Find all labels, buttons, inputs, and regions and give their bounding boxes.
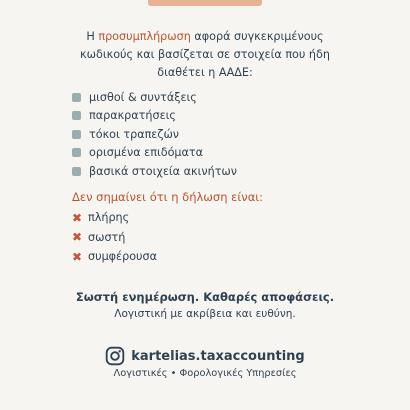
subline: Λογιστική με ακρίβεια και ευθύνη. [114, 308, 296, 320]
square-bullet-icon [72, 93, 81, 102]
tagline: Σωστή ενημέρωση. Καθαρές αποφάσεις. [75, 290, 335, 304]
list-item [72, 88, 237, 107]
intro-line2: κωδικούς και βασίζεται σε στοιχεία που ήδη [80, 48, 330, 61]
square-bullet-icon [72, 111, 81, 120]
list-item [72, 144, 237, 163]
x-mark-icon: ✖ [72, 249, 83, 264]
not-list-item [72, 208, 157, 228]
not-list-item-label: συμφέρουσα [88, 250, 157, 264]
prefilled-items-list [72, 88, 237, 181]
top-accent-bar [148, 0, 262, 6]
x-mark-icon: ✖ [72, 210, 83, 225]
intro-line1-post: αφορά συγκεκριμένους [190, 30, 324, 43]
list-item-label: βασικά στοιχεία ακινήτων [89, 164, 238, 178]
list-item [72, 162, 237, 181]
intro-highlight: προσυμπλήρωση [98, 30, 191, 43]
intro-text [60, 28, 350, 82]
not-list-item [72, 247, 157, 267]
instagram-icon [105, 346, 125, 366]
list-item-label: μισθοί & συντάξεις [89, 90, 197, 104]
square-bullet-icon [72, 148, 81, 157]
list-item-label: ορισμένα επιδόματα [89, 146, 204, 160]
intro-line1-pre: Η [86, 30, 99, 43]
list-item-label: παρακρατήσεις [89, 109, 176, 123]
list-item-label: τόκοι τραπεζών [89, 127, 180, 141]
not-list-item-label: σωστή [88, 230, 126, 244]
instagram-handle[interactable]: kartelias.taxaccounting [131, 348, 305, 364]
x-mark-icon: ✖ [72, 230, 83, 245]
warning-heading: Δεν σημαίνει ότι η δήλωση είναι: [72, 190, 264, 204]
instagram-handle-row[interactable] [0, 346, 410, 366]
square-bullet-icon [72, 167, 81, 176]
not-list-item [72, 228, 157, 248]
square-bullet-icon [72, 130, 81, 139]
list-item [72, 107, 237, 126]
intro-line3: διαθέτει η ΑΑΔΕ: [157, 66, 253, 79]
not-items-list [72, 208, 157, 267]
not-list-item-label: πλήρης [88, 211, 130, 225]
list-item [72, 125, 237, 144]
footer-services: Λογιστικές • Φορολογικές Υπηρεσίες [113, 368, 297, 379]
